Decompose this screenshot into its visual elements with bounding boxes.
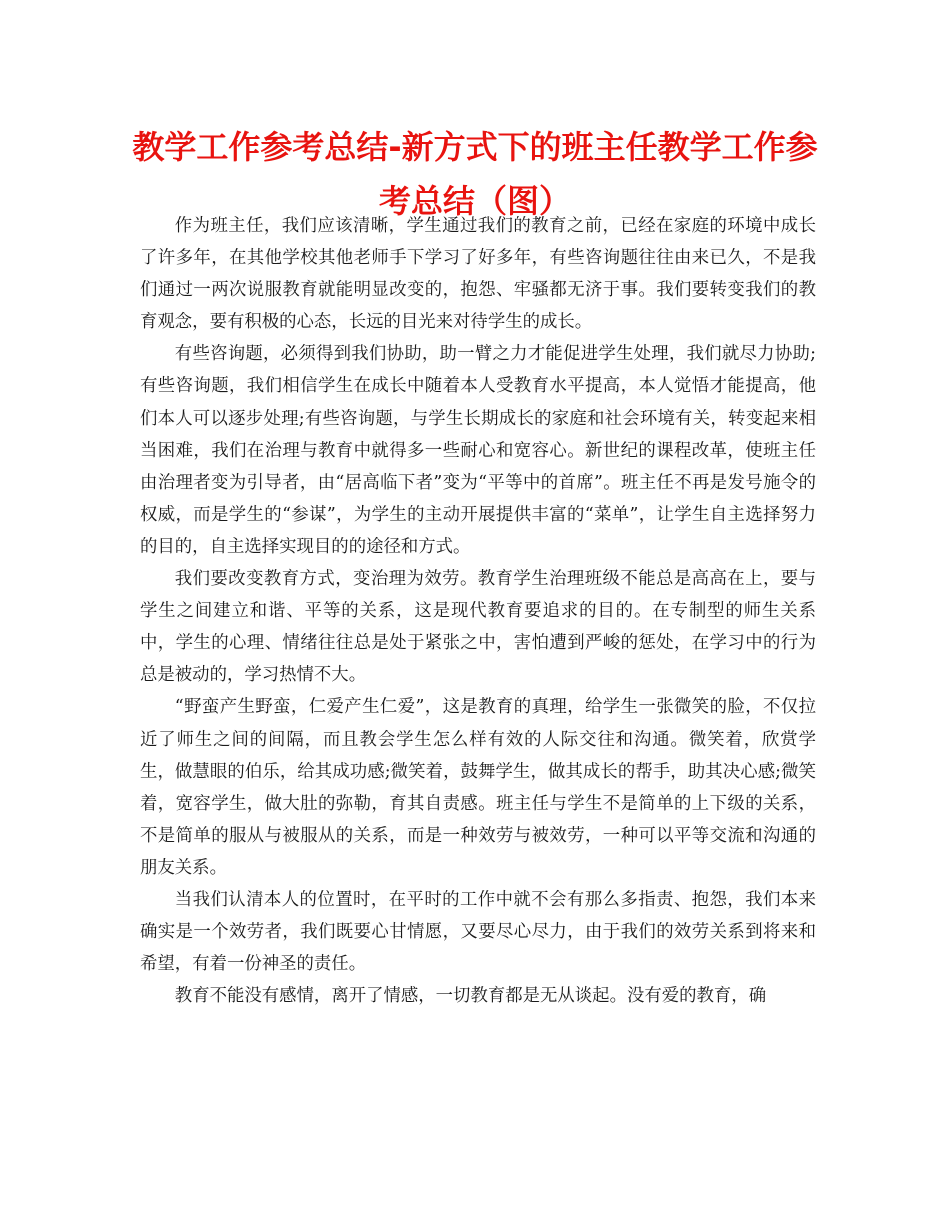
document-body [140, 210, 816, 1012]
paragraph: 当我们认清本人的位置时，在平时的工作中就不会有那么多指责、抱怨，我们本来确实是一个效劳者，我们既要心甘情愿，又要尽心尽力，由于我们的效劳关系到将来和希望，有着一份神圣的责任。 [140, 889, 816, 975]
paragraph: 我们要改变教育方式，变治理为效劳。教育学生治理班级不能总是高高在上，要与学生之间建立和谐、平等的关系，这是现代教育要追求的目的。在专制型的师生关系中，学生的心理、情绪往往总是处于紧张之中，害怕遭到严峻的惩处，在学习中的行为总是被动的，学习热情不大。 [140, 569, 816, 686]
document-title: 教学工作参考总结-新方式下的班主任教学工作参考总结（图） [132, 128, 818, 220]
paragraph: 作为班主任，我们应该清晰，学生通过我们的教育之前，已经在家庭的环境中成长了许多年，在其他学校其他老师手下学习了好多年，有些咨询题往往由来已久，不是我们通过一两次说服教育就能明显改变的，抱怨、牢骚都无济于事。我们要转变我们的教育观念，要有积极的心态，长远的目光来对待学生的成长。 [140, 216, 816, 333]
paragraph: 有些咨询题，必须得到我们协助，助一臂之力才能促进学生处理，我们就尽力协助;有些咨询题，我们相信学生在成长中随着本人受教育水平提高，本人觉悟才能提高，他们本人可以逐步处理;有些咨询题，与学生长期成长的家庭和社会环境有关，转变起来相当困难，我们在治理与教育中就得多一些耐心和宽容心。新世纪的课程改革，使班主任由治理者变为引导者，由“居高临下者”变为“平等中的首席”。班主任不再是发号施令的权威，而是学生的“参谋”，为学生的主动开展提供丰富的“菜单”，让学生自主选择努力的目的，自主选择实现目的的途径和方式。 [140, 344, 816, 557]
paragraph: 教育不能没有感情，离开了情感，一切教育都是无从谈起。没有爱的教育，确 [174, 986, 767, 1007]
paragraph: “野蛮产生野蛮，仁爱产生仁爱”，这是教育的真理，给学生一张微笑的脸，不仅拉近了师生之间的间隔，而且教会学生怎么样有效的人际交往和沟通。微笑着，欣赏学生，做慧眼的伯乐，给其成功感;微笑着，鼓舞学生，做其成长的帮手，助其决心感;微笑着，宽容学生，做大肚的弥勒，育其自责感。班主任与学生不是简单的上下级的关系，不是简单的服从与被服从的关系，而是一种效劳与被效劳，一种可以平等交流和沟通的朋友关系。 [140, 697, 816, 878]
